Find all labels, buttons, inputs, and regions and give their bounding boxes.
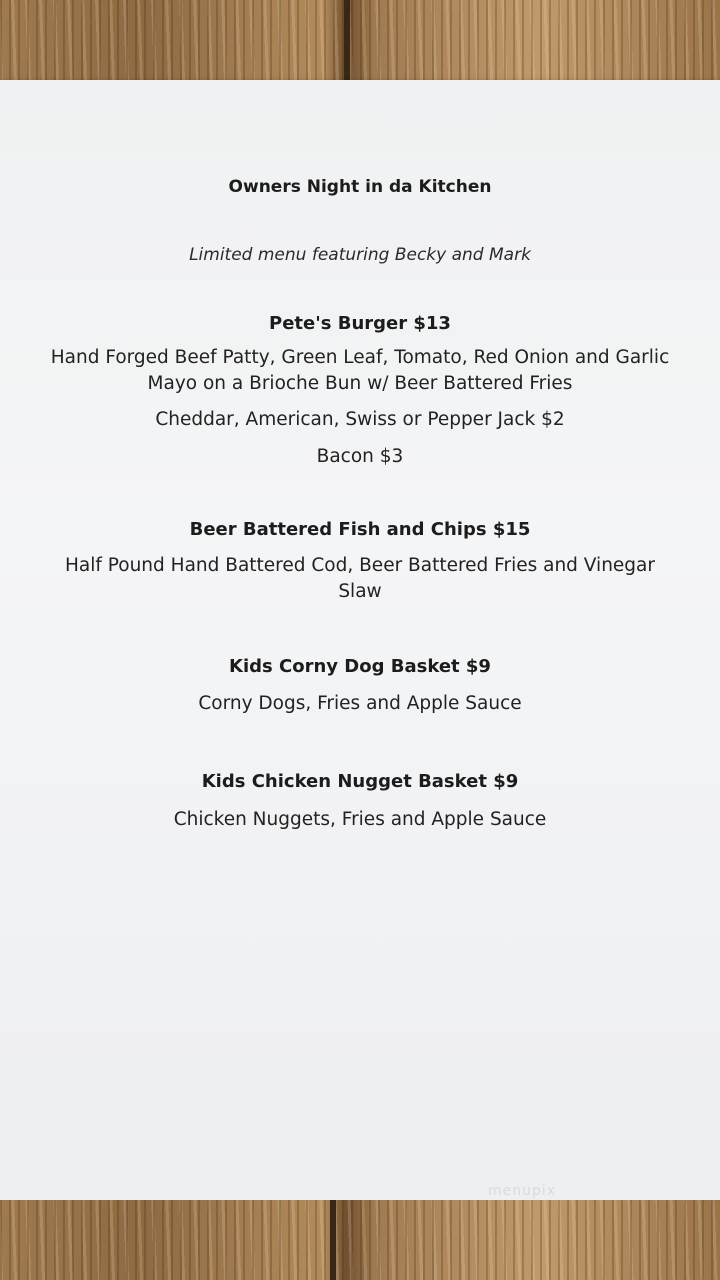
menu-paper [0, 80, 720, 1208]
item-name-corny-dog: Kids Corny Dog Basket $9 [229, 656, 491, 677]
wood-table-top [0, 0, 720, 84]
item-description-fish-line2: Slaw [338, 581, 382, 602]
item-addon-cheese: Cheddar, American, Swiss or Pepper Jack $2 [155, 409, 565, 430]
menu-subtitle: Limited menu featuring Becky and Mark [189, 245, 531, 265]
board-seam [330, 1200, 336, 1280]
item-name-fish: Beer Battered Fish and Chips $15 [189, 519, 531, 540]
menu-title: Owners Night in da Kitchen [228, 177, 492, 197]
board-seam [344, 0, 350, 84]
item-addon-bacon: Bacon $3 [316, 446, 404, 467]
item-description-burger-line2: Mayo on a Brioche Bun w/ Beer Battered Fries [147, 373, 573, 394]
wood-table-bottom [0, 1200, 720, 1280]
item-name-burger: Pete's Burger $13 [269, 313, 451, 334]
item-description-fish-line1: Half Pound Hand Battered Cod, Beer Battered Fries and Vinegar [64, 555, 655, 576]
item-description-burger-line1: Hand Forged Beef Patty, Green Leaf, Tomato, Red Onion and Garlic [50, 347, 670, 368]
item-description-corny-dog: Corny Dogs, Fries and Apple Sauce [198, 693, 522, 714]
watermark: menupix [488, 1183, 557, 1199]
item-name-chicken-nugget: Kids Chicken Nugget Basket $9 [201, 771, 519, 792]
item-description-chicken-nugget: Chicken Nuggets, Fries and Apple Sauce [173, 809, 547, 830]
